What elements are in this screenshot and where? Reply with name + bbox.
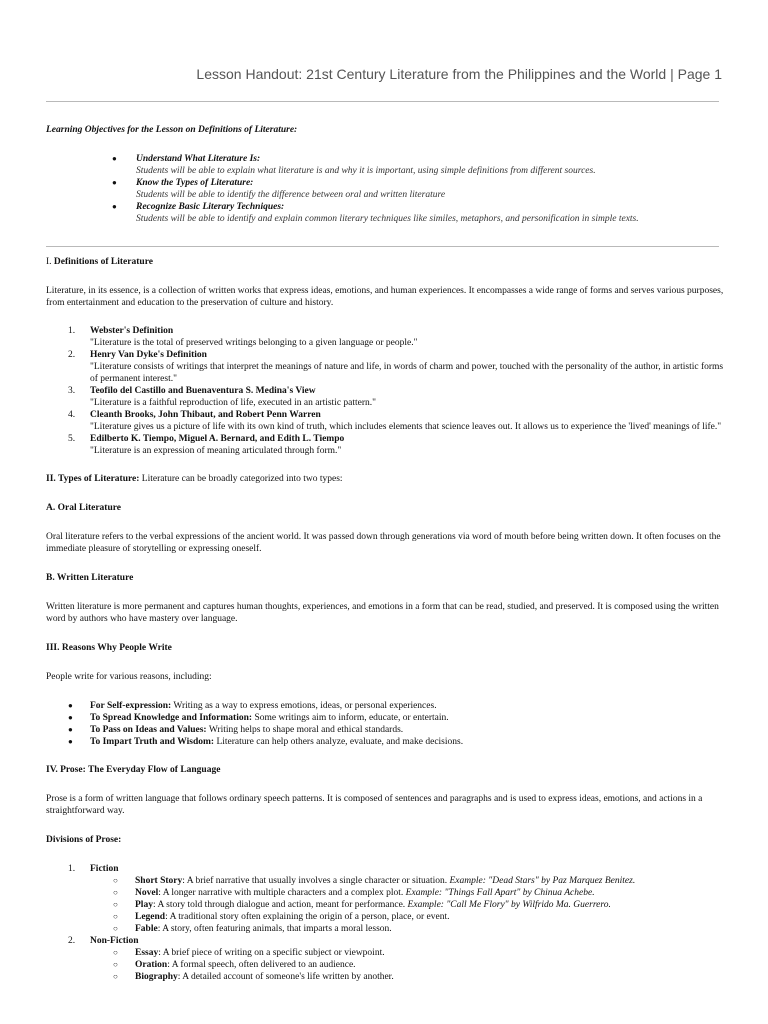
genre-example: Example: "Things Fall Apart" by Chinua Achebe. [405,888,595,898]
objectives-title: Learning Objectives for the Lesson on Definitions of Literature: [46,125,298,135]
definitions-intro: Literature, in its essence, is a collection of written works that express ideas, emotions, and human experiences. It encompasses a wide range of forms and serves various purposes, from entertainment and education to the preservation of culture and history. [46,286,724,308]
genre-name: Essay [135,948,159,958]
nonfiction-item [46,971,724,983]
definition-source: Henry Van Dyke's Definition [90,350,207,360]
objective-item [46,177,724,201]
objective-heading: ● Know the Types of Literature: [136,178,254,188]
genre-example: Example: "Dead Stars" by Paz Marquez Benitez. [449,876,636,886]
objectives-list [46,153,724,225]
reason-text: Writing as a way to express emotions, ideas, or personal experiences. [173,701,437,711]
objective-description: Students will be able to identify and explain common literary techniques like similes, metaphors, and personification in simple texts. [136,214,639,224]
objective-item [46,201,724,225]
prose-intro: Prose is a form of written language that follows ordinary speech patterns. It is composed of sentences and paragraphs and is used to express ideas, emotions, and actions in a straightforward way. [46,794,703,816]
item-number: 2. [68,350,76,360]
definition-source: Cleanth Brooks, John Thibaut, and Robert Penn Warren [90,410,321,420]
oral-literature-text: Oral literature refers to the verbal expressions of the ancient world. It was passed down through generations via word of mouth before being written down. It often focuses on the immediate pleasure of storytelling or expressing oneself. [46,532,721,554]
item-number: 3. [68,386,76,396]
genre-description: : A brief narrative that usually involves a single character or situation. [182,876,450,886]
objective-description: Students will be able to explain what literature is and why it is important, using simple definitions from different sources. [136,166,596,176]
genre-name: Fable [135,924,158,934]
genre-description: : A brief piece of writing on a specific subject or viewpoint. [158,948,385,958]
reason-item [46,736,724,748]
section-heading [46,473,724,485]
definition-quote: "Literature is the total of preserved writings belonging to a given language or people." [90,338,418,348]
reason-text: Writing helps to shape moral and ethical standards. [208,725,404,735]
section-text: Literature can be broadly categorized into two types: [141,474,343,484]
item-number: 4. [68,410,76,420]
item-number: 5. [68,434,76,444]
document-body [46,124,724,983]
section-number: I. [46,257,52,267]
definition-item [46,409,724,433]
definition-item [46,385,724,409]
prose-divisions-list [46,935,724,947]
genre-description: : A detailed account of someone's life written by another. [177,972,394,982]
genre-name: Short Story [135,876,183,886]
item-number: 2. [68,936,76,946]
reason-text: Some writings aim to inform, educate, or entertain. [254,713,449,723]
reason-heading: To Pass on Ideas and Values: [90,725,207,735]
subsection-title: A. Oral Literature [46,503,122,513]
fiction-item [46,875,724,887]
genre-name: Biography [135,972,178,982]
nonfiction-item [46,959,724,971]
reason-item [46,712,724,724]
objective-heading: ● Understand What Literature Is: [136,154,261,164]
reasons-list [46,700,724,748]
section-heading [46,256,724,268]
genre-description: : A story told through dialogue and action, meant for performance. [152,900,408,910]
genre-example: Example: "Call Me Flory" by Wilfrido Ma. Guerrero. [407,900,611,910]
fiction-item [46,923,724,935]
reason-item [46,700,724,712]
definition-source: Webster's Definition [90,326,174,336]
fiction-item [46,899,724,911]
nonfiction-list [46,947,724,983]
divisions-title: Divisions of Prose: [46,835,122,845]
fiction-list [46,875,724,935]
division-title: Fiction [90,864,119,874]
prose-divisions-list [46,863,724,875]
reason-heading: To Impart Truth and Wisdom: [90,737,215,747]
objective-item [46,153,724,177]
definition-item [46,433,724,457]
reason-heading: For Self-expression: [90,701,172,711]
genre-name: Legend [135,912,166,922]
genre-name: Play [135,900,153,910]
reasons-intro: People write for various reasons, including: [46,672,212,682]
page-header: Lesson Handout: 21st Century Literature from the Philippines and the World | Page 1 [196,66,722,82]
genre-name: Oration [135,960,168,970]
genre-name: Novel [135,888,159,898]
nonfiction-item [46,947,724,959]
division-item [46,935,724,947]
objective-heading: ● Recognize Basic Literary Techniques: [136,202,285,212]
written-literature-text: Written literature is more permanent and captures human thoughts, experiences, and emotions in a form that can be read, studied, and preserved. It is composed using the written word by authors who have mastery over language. [46,602,719,624]
objective-description: Students will be able to identify the difference between oral and written literature [136,190,446,200]
division-title: Non-Fiction [90,936,139,946]
definition-quote: "Literature consists of writings that interpret the meanings of nature and life, in words of charm and power, touched with the personality of the author, in artistic forms of permanent interest." [90,362,724,384]
section-title: II. Types of Literature: [46,474,140,484]
definition-quote: "Literature is an expression of meaning articulated through form." [90,446,342,456]
reason-text: Literature can help others analyze, evaluate, and make decisions. [216,737,464,747]
genre-description: : A longer narrative with multiple characters and a complex plot. [158,888,406,898]
definition-item [46,349,724,385]
genre-description: : A formal speech, often delivered to an audience. [167,960,356,970]
section-title: III. Reasons Why People Write [46,643,172,653]
genre-description: : A traditional story often explaining the origin of a person, place, or event. [165,912,450,922]
section-title: IV. Prose: The Everyday Flow of Language [46,765,221,775]
definition-source: Edilberto K. Tiempo, Miguel A. Bernard, and Edith L. Tiempo [90,434,345,444]
reason-item [46,724,724,736]
definition-quote: "Literature gives us a picture of life with its own kind of truth, which includes elements that science leaves out. It allows us to experience the 'lived' meanings of life." [90,422,722,432]
section-title: Definitions of Literature [53,257,153,267]
fiction-item [46,911,724,923]
definition-item [46,325,724,349]
definition-source: Teofilo del Castillo and Buenaventura S. Medina's View [90,386,316,396]
division-item [46,863,724,875]
definitions-list [46,325,724,457]
subsection-title: B. Written Literature [46,573,134,583]
definition-quote: "Literature is a faithful reproduction of life, executed in an artistic pattern." [90,398,377,408]
header-divider [46,101,719,102]
item-number: 1. [68,864,76,874]
item-number: 1. [68,326,76,336]
reason-heading: To Spread Knowledge and Information: [90,713,253,723]
fiction-item [46,887,724,899]
genre-description: : A story, often featuring animals, that imparts a moral lesson. [157,924,392,934]
